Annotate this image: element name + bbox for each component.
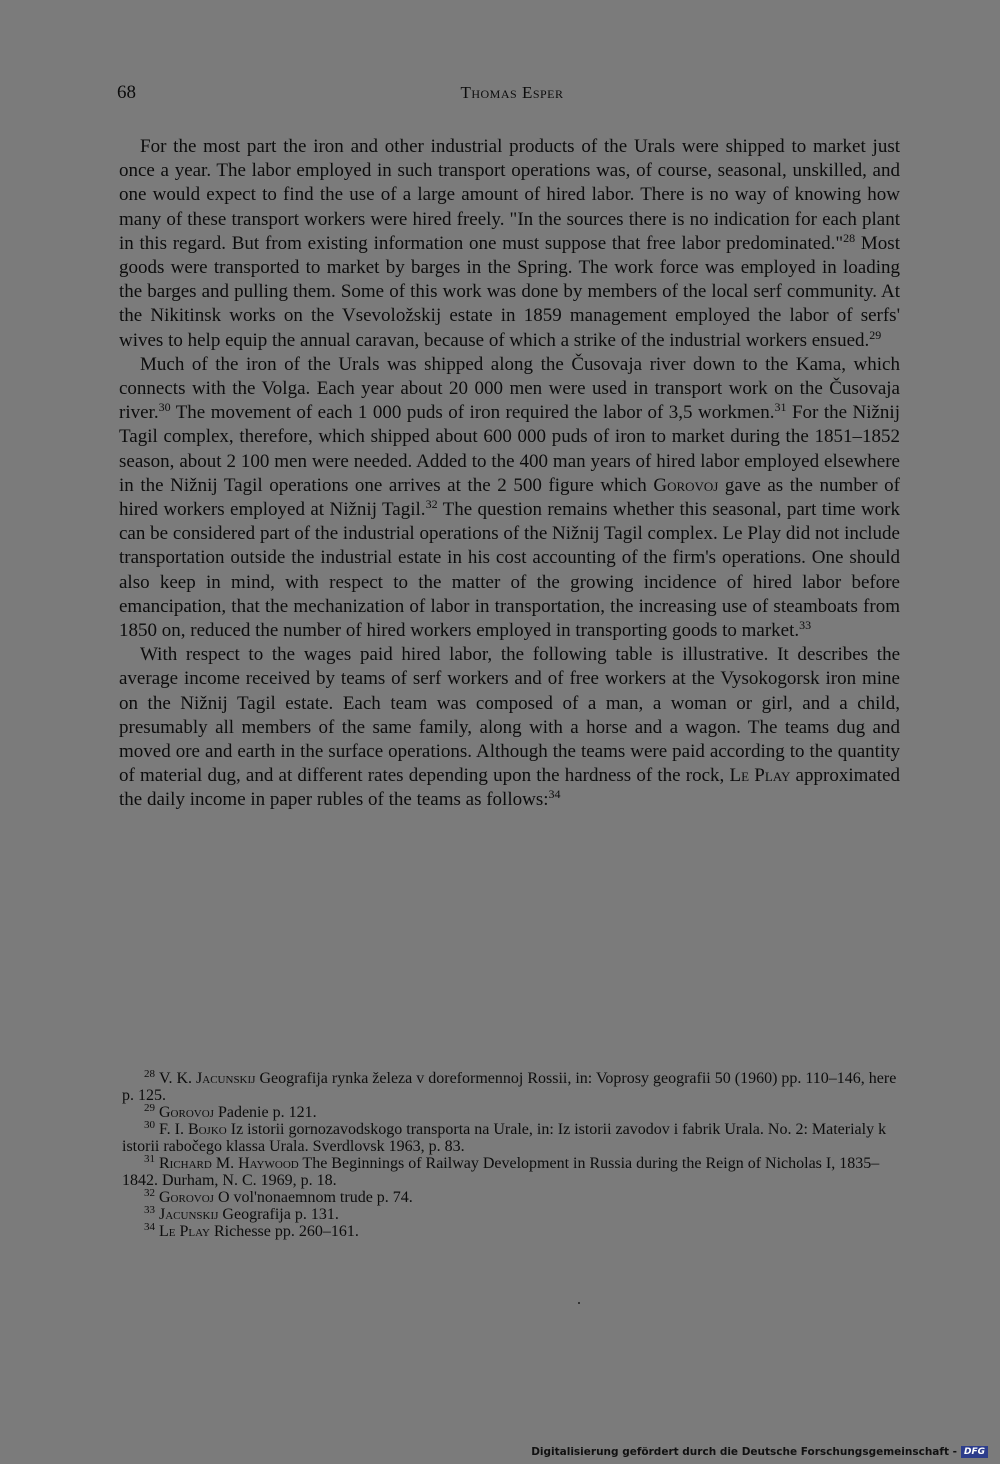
footnote-text: Geografija p. 131.	[218, 1206, 339, 1223]
paragraph-3	[119, 643, 900, 812]
footnote-ref[interactable]: 31	[774, 400, 787, 415]
running-head: Thomas Esper	[460, 83, 564, 102]
footnote-ref[interactable]: 33	[799, 618, 812, 633]
text-run: With respect to the wages paid hired labor, the following table is illustrative. It describes the average income received by teams of serf workers and of free workers at the Vysokogorsk iron mine on the Nižnij Tagil estate. Each team was composed of a man, a woman or girl, and a child, presumably all members of the same family, along with a horse and a wagon. The teams dug and moved ore and earth in the surface operations. Although the teams were paid according to the quantity of material dug, and at different rates depending upon the hardness of the rock,	[119, 644, 900, 787]
digitization-credit	[531, 1446, 988, 1458]
footnote-text: The Beginnings of Railway Development in Russia during the Reign of Nicholas I, 1835–1842. Durham, N. C. 1969, p. 18.	[122, 1155, 880, 1189]
paragraph-1	[119, 135, 900, 353]
footnote-number: 29	[144, 1102, 155, 1114]
footnote	[122, 1104, 904, 1121]
scan-speck	[578, 1302, 580, 1304]
author-name: Gorovoj	[653, 474, 719, 496]
footnote-number: 32	[144, 1187, 155, 1199]
text-run: Much of the iron of the Urals was shipped along the Čusovaja river down to the Kama, which connects with the Volga. Each year about 20 000 men were used in transport work on the Čusovaja river.	[119, 353, 900, 424]
footnote-number: 33	[144, 1204, 155, 1216]
author-name: Le Play	[729, 765, 791, 787]
text-run: gave as the number of hired workers employed at Nižnij Tagil.	[119, 474, 900, 521]
footnote-text: Geografija rynka železa v doreformennoj Rossii, in: Voprosy geografii 50 (1960) pp. 110–146, here p. 125.	[122, 1070, 897, 1104]
credit-text: Digitalisierung gefördert durch die Deutsche Forschungsgemeinschaft -	[531, 1446, 957, 1458]
footnote-author: Le Play	[159, 1223, 210, 1240]
footnote-author: V. K. Jacunskij	[159, 1070, 256, 1087]
footnote-ref[interactable]: 34	[548, 787, 561, 802]
text-run: approximated the daily income in paper rubles of the teams as follows:	[119, 765, 901, 811]
dfg-logo[interactable]: DFG	[961, 1446, 988, 1458]
text-run: The movement of each 1 000 puds of iron required the labor of 3,5 workmen.	[170, 402, 775, 424]
text-run: For the Nižnij Tagil complex, therefore, which shipped about 600 000 puds of iron to market during the 1851–1852 season, about 2 100 men were needed. Added to the 400 man years of hired labor employed elsewhere in the Nižnij Tagil operations one arrives at the 2 500 figure which	[119, 402, 900, 496]
footnote-author: Jacunskij	[159, 1206, 219, 1223]
footnote-text: Richesse pp. 260–161.	[210, 1223, 359, 1240]
footnote-author: Richard M. Haywood	[159, 1155, 299, 1172]
footnote-text: Iz istorii gornozavodskogo transporta na Urale, in: Iz istorii zavodov i fabrik Urala. No. 2: Materialy k istorii rabočego klassa Urala. Sverdlovsk 1963, p. 83.	[122, 1121, 887, 1155]
footnote	[122, 1121, 904, 1155]
footnote-author: Gorovoj	[159, 1104, 214, 1121]
footnote-number: 28	[144, 1068, 155, 1080]
footnote	[122, 1155, 904, 1189]
body-text	[119, 135, 900, 813]
footnote-text: Padenie p. 121.	[213, 1104, 317, 1121]
footnote	[122, 1189, 904, 1206]
footnote-number: 30	[144, 1119, 155, 1131]
footnote	[122, 1206, 904, 1223]
footnote	[122, 1223, 904, 1240]
page-number: 68	[117, 82, 136, 103]
footnote-number: 34	[144, 1221, 155, 1233]
footnote-ref[interactable]: 30	[158, 400, 171, 415]
text-run: The question remains whether this seasonal, part time work can be considered part of the industrial operations of the Nižnij Tagil complex. Le Play did not include transportation outside the industrial estate in his cost accounting of the firm's operations. One should also keep in mind, with respect to the matter of the growing incidence of hired labor before emancipation, that the mechanization of labor in transportation, the increasing use of steamboats from 1850 on, reduced the number of hired workers employed in transporting goods to market.	[119, 499, 901, 642]
footnotes	[122, 1070, 904, 1240]
text-run: For the most part the iron and other industrial products of the Urals were shipped to market just once a year. The labor employed in such transport operations was, of course, seasonal, unskilled, and one would expect to find the use of a large amount of hired labor. There is no way of knowing how many of these transport workers were hired freely. "In the sources there is no indication for each plant in this regard. But from existing information one must suppose that free labor predominated."	[119, 136, 900, 254]
text-run: Most goods were transported to market by barges in the Spring. The work force was employed in loading the barges and pulling them. Some of this work was done by members of the local serf community. At the Nikitinsk works on the Vsevoložskij estate in 1859 management employed the labor of serfs' wives to help equip the annual caravan, because of which a strike of the industrial workers ensued.	[119, 232, 900, 351]
paragraph-2	[119, 353, 900, 643]
footnote-author: Gorovoj	[159, 1189, 214, 1206]
footnote-ref[interactable]: 29	[869, 327, 882, 342]
footnote-ref[interactable]: 28	[843, 230, 856, 245]
footnote-number: 31	[144, 1153, 155, 1165]
footnote-ref[interactable]: 32	[425, 497, 438, 512]
footnote	[122, 1070, 904, 1104]
footnote-author: F. I. Bojko	[159, 1121, 227, 1138]
footnote-text: O vol'nonaemnom trude p. 74.	[213, 1189, 413, 1206]
